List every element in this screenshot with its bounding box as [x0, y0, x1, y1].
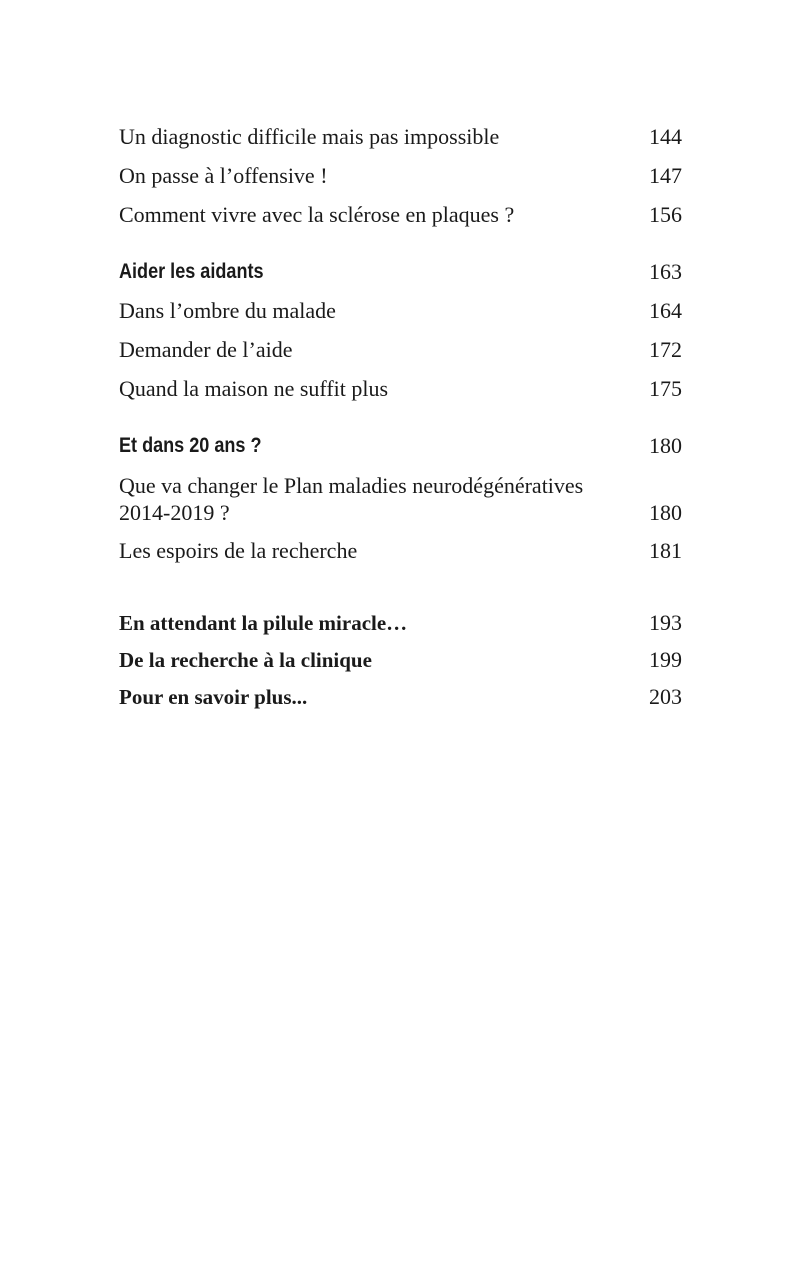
- toc-entry-title: De la recherche à la clinique: [119, 648, 372, 672]
- toc-section-heading[interactable]: [119, 433, 682, 459]
- toc-entry-title: Un diagnostic difficile mais pas impossible: [119, 124, 500, 149]
- toc-entry[interactable]: [119, 202, 682, 228]
- toc-entry-page: 181: [649, 538, 682, 563]
- toc-section-page: 163: [649, 259, 682, 284]
- toc-entry[interactable]: [119, 163, 682, 189]
- toc-entry-page: 147: [649, 163, 682, 188]
- toc-entry-page: 164: [649, 298, 682, 323]
- toc-entry-page: 193: [649, 610, 682, 635]
- toc-entry-page: 199: [649, 647, 682, 672]
- toc-entry-page: 156: [649, 202, 682, 227]
- toc-entry-page: 203: [649, 684, 682, 709]
- toc-entry-title: En attendant la pilule miracle…: [119, 611, 408, 635]
- toc-entry-title: Pour en savoir plus...: [119, 685, 308, 709]
- toc-entry-title-line1: Que va changer le Plan maladies neurodégénératives: [119, 473, 584, 498]
- toc-entry-title: Demander de l’aide: [119, 337, 293, 362]
- toc-entry[interactable]: [119, 472, 682, 526]
- toc-entry[interactable]: [119, 124, 682, 150]
- toc-entry[interactable]: [119, 538, 682, 564]
- toc-entry[interactable]: [119, 376, 682, 402]
- toc-entry-title: On passe à l’offensive !: [119, 163, 328, 188]
- toc-section-heading[interactable]: [119, 259, 682, 285]
- toc-entry[interactable]: [119, 298, 682, 324]
- toc-entry-title-line2: 2014-2019 ?: [119, 500, 230, 525]
- toc-entry-title: Comment vivre avec la sclérose en plaques ?: [119, 202, 515, 227]
- toc-entry-title: Dans l’ombre du malade: [119, 298, 336, 323]
- toc-entry-page: 172: [649, 337, 682, 362]
- toc-section-title: Et dans 20 ans ?: [119, 434, 262, 457]
- toc-entry[interactable]: [119, 337, 682, 363]
- toc-entry[interactable]: [119, 610, 682, 636]
- toc-entry-page: 175: [649, 376, 682, 401]
- toc-entry-page: 180: [649, 500, 682, 525]
- toc-entry-page: 144: [649, 124, 682, 149]
- toc-entry-title: Les espoirs de la recherche: [119, 538, 358, 563]
- toc-section-page: 180: [649, 433, 682, 458]
- toc-section-title: Aider les aidants: [119, 260, 264, 283]
- toc-entry-title: [119, 472, 629, 526]
- toc-entry[interactable]: [119, 684, 682, 710]
- toc-entry-title: Quand la maison ne suffit plus: [119, 376, 389, 401]
- toc-entry[interactable]: [119, 647, 682, 673]
